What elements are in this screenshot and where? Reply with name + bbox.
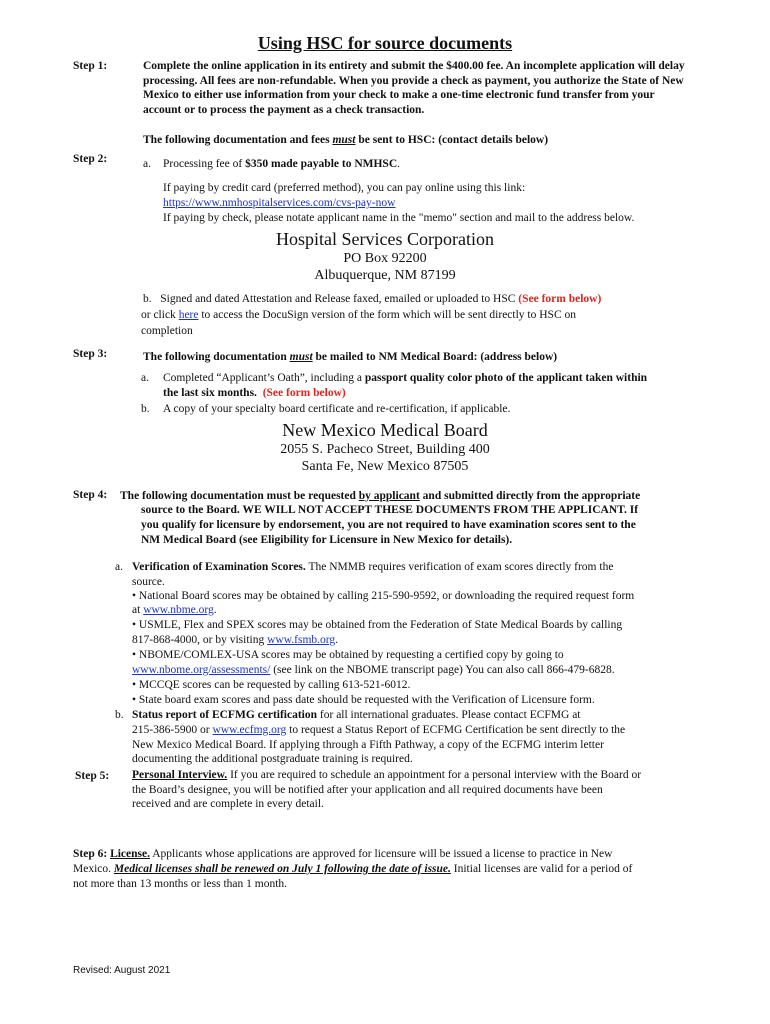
step-2-a-marker: a. — [143, 158, 151, 170]
step-4-b-line-4: documenting the additional postgraduate training is required. — [132, 753, 413, 765]
nbme-link[interactable]: www.nbme.org — [143, 604, 214, 616]
step-2-b-line-2-post: to access the DocuSign version of the form which will be sent directly to HSC on — [198, 309, 576, 321]
fsmb-link-line — [132, 633, 338, 648]
step-3-b-text: A copy of your specialty board certificate and re-certification, if applicable. — [163, 403, 511, 415]
step-2-a-bold: $350 made payable to NMHSC — [245, 158, 398, 170]
step-2-a-pre: Processing fee of — [163, 158, 246, 170]
step-3-intro-post: be mailed to NM Medical Board: (address below) — [312, 351, 558, 363]
usmle-bullet: • USMLE, Flex and SPEX scores may be obtained from the Federation of State Medical Boards by calling — [132, 619, 623, 631]
cc-pay-link[interactable]: https://www.nmhospitalservices.com/cvs-pay-now — [163, 197, 396, 209]
mccqe-bullet: • MCCQE scores can be requested by calling 613-521-6012. — [132, 679, 411, 691]
fsmb-link-post: . — [335, 634, 339, 646]
step-2-b-line-2-pre: or click — [141, 309, 179, 321]
revised-date: Revised: August 2021 — [73, 965, 171, 976]
hsc-intro-pre: The following documentation and fees — [143, 134, 333, 146]
step-4-l1-post: and submitted directly from the appropriate — [419, 490, 641, 502]
step-4-a-line-2: source. — [132, 576, 165, 588]
step-4-a-rest: The NMMB requires verification of exam scores directly from the — [305, 561, 614, 573]
nbme-link-line — [132, 603, 217, 618]
step-1-text: Complete the online application in its entirety and submit the $400.00 fee. An incomplete application will delay processing. All fees are non-refundable. When you provide a check as payment, you authorize the State of New Mexico to either use information from your check to make a one-time electronic fund transfer from your account or to process the payment as a check transaction. — [143, 60, 685, 116]
ecfmg-link[interactable]: www.ecfmg.org — [212, 724, 287, 736]
hsc-intro-must: must — [332, 134, 356, 146]
step-6-renewal-note: Medical licenses shall be renewed on July 1 following the date of issue. — [113, 863, 451, 875]
step-2-b-line-3: completion — [141, 325, 193, 337]
fsmb-link-pre: 817-868-4000, or by visiting — [132, 634, 268, 646]
step-6-bold: License. — [110, 848, 150, 860]
cc-line: If paying by credit card (preferred method), you can pay online using this link: — [163, 182, 526, 194]
step-2-b-marker: b. — [143, 293, 152, 305]
step-2-label: Step 2: — [73, 153, 108, 165]
step-6-l1-rest: Applicants whose applications are approved for licensure will be issued a license to practice in New — [150, 848, 613, 860]
step-3-b-marker: b. — [141, 403, 150, 415]
step-5-line-2: the Board’s designee, you will be notified after your application and all required documents have been — [132, 784, 603, 796]
step-5-label: Step 5: — [75, 770, 110, 782]
docusign-here-link[interactable]: here — [178, 309, 199, 321]
check-line: If paying by check, please notate applicant name in the "memo" section and mail to the address below. — [163, 212, 635, 224]
state-board-bullet: • State board exam scores and pass date should be requested with the Verification of Licensure form. — [132, 694, 595, 706]
hsc-name: Hospital Services Corporation — [276, 229, 494, 249]
step-4-line-2: source to the Board. WE WILL NOT ACCEPT THESE DOCUMENTS FROM THE APPLICANT. If — [141, 504, 639, 516]
ecfmg-link-pre: 215-386-5900 or — [132, 724, 213, 736]
step-3-intro — [143, 350, 557, 365]
step-4-label: Step 4: — [73, 489, 108, 501]
step-6-l2-post: Initial licenses are valid for a period of — [450, 863, 633, 875]
step-4-b-line-3: New Mexico Medical Board. If applying through a Fifth Pathway, a copy of the ECFMG interim letter — [132, 739, 604, 751]
see-form-below-note: (See form below) — [518, 293, 602, 305]
hsc-intro — [143, 133, 548, 148]
step-3-a-line-2 — [163, 386, 346, 401]
step-3-label: Step 3: — [73, 348, 108, 360]
step-4-a-bold: Verification of Examination Scores. — [132, 561, 306, 573]
step-4-b-rest: for all international graduates. Please contact ECFMG at — [317, 709, 581, 721]
step-4-a-marker: a. — [115, 561, 123, 573]
nbome-link[interactable]: www.nbome.org/assessments/ — [132, 664, 271, 676]
hsc-address-line-2: Albuquerque, NM 87199 — [314, 268, 456, 283]
step-4-a-line-1 — [132, 560, 613, 575]
step-1-label: Step 1: — [73, 60, 108, 72]
step-3-intro-must: must — [289, 351, 313, 363]
step-4-b-line-1 — [132, 708, 581, 723]
step-4-line-4: NM Medical Board (see Eligibility for Licensure in New Mexico for details). — [141, 534, 513, 546]
nbome-link-post: (see link on the NBOME transcript page) You can also call 866-479-6828. — [270, 664, 615, 676]
step-4-l1-pre: The following documentation must be requested — [120, 490, 359, 502]
board-address-line-1: 2055 S. Pacheco Street, Building 400 — [280, 442, 490, 457]
ecfmg-link-post: to request a Status Report of ECFMG Certification be sent directly to the — [286, 724, 626, 736]
step-6-line-3: not more than 13 months or less than 1 month. — [73, 878, 288, 890]
step-4-line-1 — [120, 489, 640, 504]
page-title: Using HSC for source documents — [257, 33, 513, 53]
step-4-line-3: you qualify for licensure by endorsement, you are not required to have examination scores sent to the — [141, 519, 636, 531]
hsc-intro-post: be sent to HSC: (contact details below) — [355, 134, 549, 146]
step-4-b-bold: Status report of ECFMG certification — [132, 709, 318, 721]
hsc-address-line-1: PO Box 92200 — [343, 251, 427, 266]
step-3-a-bold-2: the last six months. — [163, 387, 257, 399]
step-2-a-text — [163, 157, 400, 172]
step-5-line-1 — [132, 768, 641, 783]
step-4-l1-underlined: by applicant — [358, 490, 420, 502]
step-6-label: Step 6: — [73, 848, 108, 860]
step-3-a-marker: a. — [141, 372, 149, 384]
step-2-a-post: . — [397, 158, 401, 170]
step-5-bold: Personal Interview. — [132, 769, 228, 781]
step-5-line-3: received and are complete in every detail. — [132, 798, 324, 810]
step-3-a-pre: Completed “Applicant’s Oath”, including a — [163, 372, 365, 384]
nbme-bullet: • National Board scores may be obtained by calling 215-590-9592, or downloading the required request form — [132, 590, 635, 602]
step-2-b-line-2 — [141, 308, 576, 323]
step-5-rest: If you are required to schedule an appointment for a personal interview with the Board or — [227, 769, 642, 781]
step-2-b-text: Signed and dated Attestation and Release faxed, emailed or uploaded to HSC — [160, 293, 516, 305]
step-4-b-marker: b. — [115, 709, 124, 721]
nbome-bullet: • NBOME/COMLEX-USA scores may be obtained by requesting a certified copy by going to — [132, 649, 564, 661]
fsmb-link[interactable]: www.fsmb.org — [267, 634, 336, 646]
board-address-line-2: Santa Fe, New Mexico 87505 — [301, 459, 469, 474]
nbme-link-post: . — [213, 604, 217, 616]
ecfmg-link-line — [132, 723, 625, 738]
nbme-link-pre: at — [132, 604, 144, 616]
board-name: New Mexico Medical Board — [282, 420, 488, 440]
nbome-link-line — [132, 663, 615, 678]
step-3-see-form-below: (See form below) — [262, 387, 346, 399]
step-6-line-1 — [73, 847, 612, 862]
step-3-a-line-1 — [163, 371, 703, 386]
step-2-b-line-1 — [143, 292, 601, 307]
step-6-line-2 — [73, 862, 632, 877]
step-3-intro-pre: The following documentation — [143, 351, 290, 363]
step-3-a-bold-1: passport quality color photo of the applicant taken within — [364, 372, 648, 384]
step-6-l2-pre: Mexico. — [73, 863, 114, 875]
